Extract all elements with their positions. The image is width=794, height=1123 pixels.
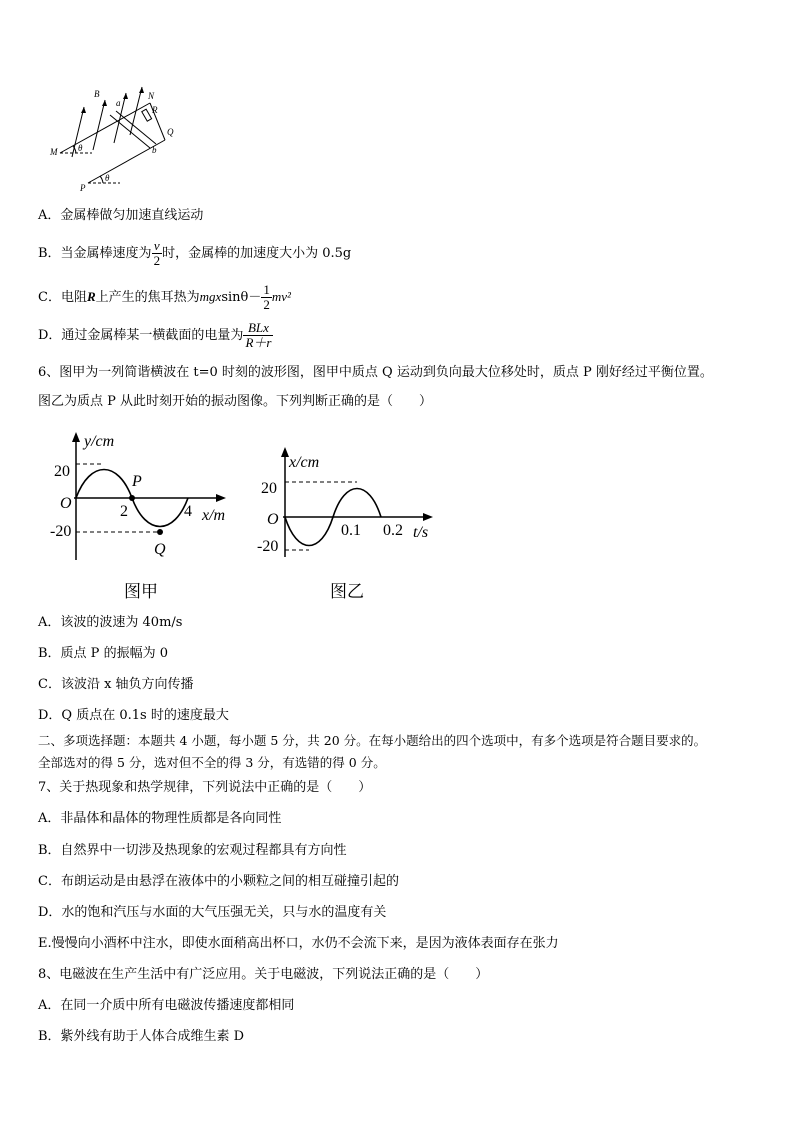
- q5-option-c-pre: C．电阻: [38, 290, 87, 305]
- expr-sin: sinθ－: [221, 290, 262, 305]
- incline-rails-figure: [40, 85, 180, 195]
- wave-graph-figure: [50, 430, 250, 570]
- q5-option-b-post: 时，金属棒的加速度大小为 0.5g: [162, 246, 352, 261]
- expr-mgx: mgx: [199, 289, 222, 304]
- fig1-label-theta1: θ: [78, 143, 83, 153]
- vib-xtick-01: 0.1: [341, 522, 361, 539]
- q8-option-a: A．在同一介质中所有电磁波传播速度都相同: [38, 998, 295, 1013]
- fig-a-caption: 图甲: [124, 582, 158, 602]
- q5-option-d-pre: D．通过金属棒某一横截面的电量为: [38, 328, 244, 343]
- vib-ylabel: x/cm: [289, 454, 320, 471]
- fig1-label-P: P: [80, 183, 86, 193]
- q6-option-b: B．质点 P 的振幅为 0: [38, 646, 168, 661]
- vib-xtick-02: 0.2: [383, 522, 403, 539]
- frac-num: v: [152, 239, 163, 254]
- wave-point-P: P: [132, 473, 142, 490]
- q5-option-b-pre: B．当金属棒速度为: [38, 246, 152, 261]
- frac-den: R＋r: [245, 335, 272, 350]
- q6-stem-line2: 图乙为质点 P 从此时刻开始的振动图像。下列判断正确的是（ ）: [38, 394, 433, 409]
- q7-option-c: C．布朗运动是由悬浮在液体中的小颗粒之间的相互碰撞引起的: [38, 874, 399, 889]
- vib-ytick-20: 20: [261, 480, 277, 497]
- q7-option-d: D．水的饱和汽压与水面的大气压强无关，只与水的温度有关: [38, 905, 387, 920]
- q5-option-a: A．金属棒做匀加速直线运动: [38, 208, 204, 223]
- frac-num: 1: [263, 282, 270, 297]
- q6-stem-line1: 6、图甲为一列简谐横波在 t=0 时刻的波形图，图甲中质点 Q 运动到负向最大位移处时，质点 P 刚好经过平衡位置。: [38, 365, 713, 380]
- vib-xlabel: t/s: [413, 524, 429, 541]
- fig1-label-M: M: [50, 147, 58, 157]
- q5-option-b: [38, 236, 351, 272]
- section2-line2: 全部选对的得 5 分，选对但不全的得 3 分，有选错的得 0 分。: [38, 755, 386, 770]
- wave-ytick-20: 20: [54, 463, 70, 480]
- fraction-charge: [243, 321, 273, 350]
- frac-num: BLx: [243, 321, 273, 336]
- vib-origin: O: [267, 511, 279, 528]
- resistor-symbol: R: [86, 289, 96, 304]
- q5-option-c: [38, 279, 291, 316]
- wave-point-Q: Q: [154, 541, 166, 558]
- fig1-label-b: b: [152, 145, 157, 155]
- q5-option-d: [38, 318, 273, 354]
- wave-ytick-neg20: -20: [50, 523, 72, 540]
- fig1-label-theta2: θ: [105, 173, 110, 183]
- fraction-half: [261, 283, 272, 312]
- fig1-label-B: B: [94, 89, 100, 99]
- q7-option-e: E.慢慢向小酒杯中注水，即使水面稍高出杯口，水仍不会流下来，是因为液体表面存在张力: [38, 936, 559, 951]
- frac-den: 2: [153, 253, 161, 268]
- q6-option-d: D．Q 质点在 0.1s 时的速度最大: [38, 708, 229, 723]
- fraction-v-over-2: [152, 239, 163, 268]
- frac-den: 2: [263, 297, 270, 312]
- q8-stem: 8、电磁波在生产生活中有广泛应用。关于电磁波，下列说法正确的是（ ）: [38, 967, 489, 982]
- fig1-label-N: N: [148, 91, 155, 101]
- fig-b-caption: 图乙: [330, 582, 364, 602]
- q6-option-a: A．该波的波速为 40m/s: [38, 615, 183, 630]
- vibration-graph-figure: [255, 445, 440, 570]
- section2-line1: 二、多项选择题：本题共 4 小题，每小题 5 分，共 20 分。在每小题给出的四个选项中，有多个选项是符合题目要求的。: [38, 733, 707, 748]
- q7-option-a: A．非晶体和晶体的物理性质都是各向同性: [38, 811, 282, 826]
- fig1-label-R: R: [152, 105, 158, 115]
- q5-option-c-mid: 上产生的焦耳热为: [95, 290, 200, 305]
- fig1-label-a: a: [116, 98, 121, 108]
- wave-ylabel: y/cm: [84, 433, 115, 450]
- wave-xtick-4: 4: [184, 503, 192, 520]
- q7-stem: 7、关于热现象和热学规律，下列说法中正确的是（ ）: [38, 780, 372, 795]
- vib-ytick-neg20: -20: [257, 538, 279, 555]
- wave-xtick-2: 2: [120, 503, 128, 520]
- wave-xlabel: x/m: [202, 507, 226, 524]
- expr-mv2: mv²: [271, 289, 291, 304]
- q6-option-c: C．该波沿 x 轴负方向传播: [38, 677, 194, 692]
- q8-option-b: B．紫外线有助于人体合成维生素 D: [38, 1029, 245, 1044]
- wave-origin: O: [60, 495, 72, 512]
- fig1-label-Q: Q: [167, 127, 174, 137]
- q7-option-b: B．自然界中一切涉及热现象的宏观过程都具有方向性: [38, 843, 347, 858]
